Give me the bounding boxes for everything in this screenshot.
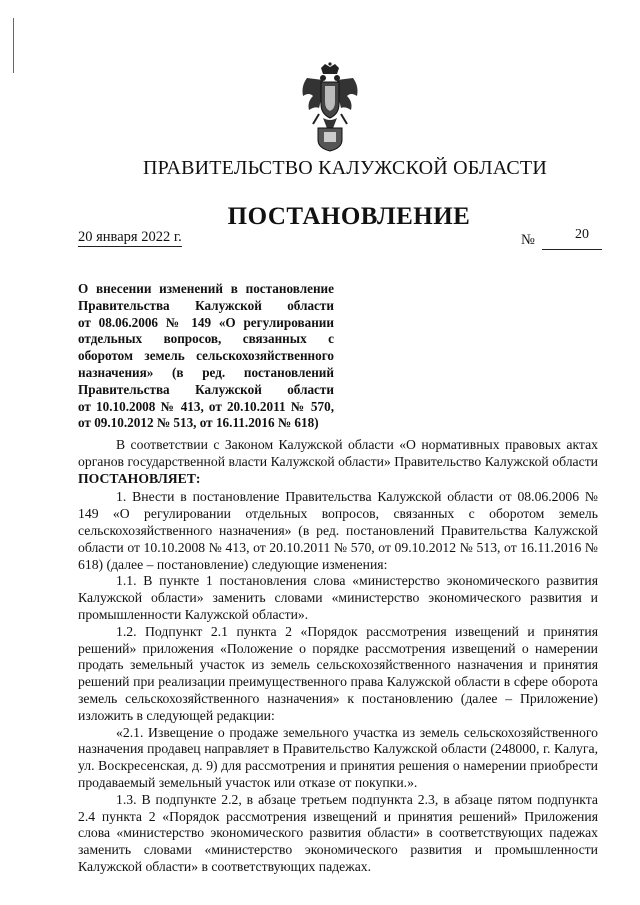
number-underline xyxy=(542,249,602,250)
subject-line: оборотом земель сельскохозяйственного xyxy=(78,348,334,364)
government-title: ПРАВИТЕЛЬСТВО КАЛУЖСКОЙ ОБЛАСТИ xyxy=(143,157,547,179)
paragraph-1-3: 1.3. В подпункте 2.2, в абзаце третьем подпункта 2.3, в абзаце пятом подпункта 2.4 пункта 2 «Порядок рассмотрения извещений и принятия решений» Приложения слова «министерство экономического развития области» в соответствующих падежах заменить словами «министерство экономического развития и промышленности Калужской области» в соответствующих падежах. xyxy=(78,791,598,874)
coat-of-arms-icon xyxy=(299,62,361,152)
subject-line: отдельных вопросов, связанных с xyxy=(78,331,334,347)
subject-line: назначения» (в ред. постановлений xyxy=(78,364,334,380)
number-sign: № xyxy=(521,232,535,248)
subject-line: от 09.10.2012 № 513, от 16.11.2016 № 618) xyxy=(78,415,319,431)
subject-line: О внесении изменений в постановление xyxy=(78,281,334,296)
document-type: ПОСТАНОВЛЕНИЕ xyxy=(227,203,471,230)
subject-line: от 08.06.2006 № 149 «О регулировании xyxy=(78,314,334,330)
document-date: 20 января 2022 г. xyxy=(78,229,182,245)
subject-line: Правительства Калужской области xyxy=(78,297,334,313)
margin-mark xyxy=(13,18,14,73)
paragraph-1-1: 1.1. В пункте 1 постановления слова «министерство экономического развития Калужской области» заменить словами «министерство экономического развития и промышленности Калужской области». xyxy=(78,573,598,622)
subject-line: от 10.10.2008 № 413, от 20.10.2011 № 570, xyxy=(78,398,334,414)
paragraph-1: 1. Внести в постановление Правительства Калужской области от 08.06.2006 № 149 «О регулировании отдельных вопросов, связанных с оборотом земель сельскохозяйственного назначения» (в ред. постановлений Правительства Калужской области от 10.10.2008 № 413, от 20.10.2011 № 570, от 09.10.2012 № 513, от 16.11.2016 № 618) (далее – постановление) следующие изменения: xyxy=(78,489,598,572)
paragraph-1-2: 1.2. Подпункт 2.1 пункта 2 «Порядок рассмотрения извещений и принятия решений» приложения «Положение о порядке рассмотрения извещений о намерении продать земельный участок из земель сельскохозяйственного назначения и принятия решений при реализации преимущественного права Калужской области в сфере оборота земель сельскохозяйственного назначения» к постановлению (далее – Приложение) изложить в следующей редакции: xyxy=(78,623,598,723)
document-body xyxy=(78,437,598,876)
document-number: 20 xyxy=(575,227,589,242)
paragraph-2-1-quote: «2.1. Извещение о продаже земельного участка из земель сельскохозяйственного назначения продавец направляет в Правительство Калужской области (248000, г. Калуга, ул. Воскресенская, д. 9) для рассмотрения и принятия решения о намерении приобрести продаваемый земельный участок или отказе от покупки.». xyxy=(78,724,598,790)
resolves-keyword: ПОСТАНОВЛЯЕТ: xyxy=(78,470,201,486)
subject-line: Правительства Калужской области xyxy=(78,381,334,397)
document-subject xyxy=(78,281,334,432)
preamble-text: В соответствии с Законом Калужской области «О нормативных правовых актах органов государственной власти Калужской области» Правительство Калужской области xyxy=(78,437,598,469)
preamble-paragraph xyxy=(78,437,598,487)
